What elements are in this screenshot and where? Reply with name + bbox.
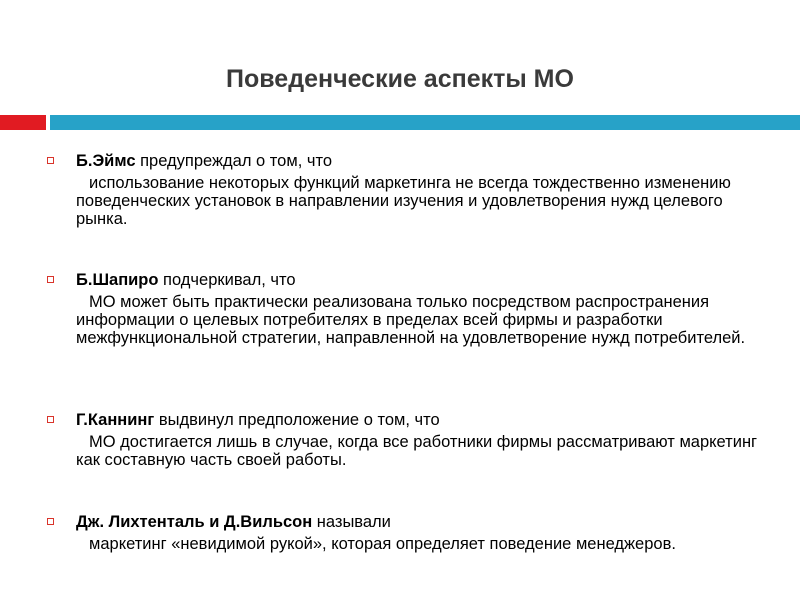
item-body: использование некоторых функций маркетинга не всегда тождественно изменению поведенческих установок в направлении изучения и удовлетворения нужд целевого рынка. <box>76 174 731 228</box>
title-accent-bar-red <box>0 115 46 130</box>
square-bullet-icon <box>47 416 54 423</box>
item-body: маркетинг «невидимой рукой», которая определяет поведение менеджеров. <box>89 535 676 553</box>
item-lead <box>76 513 391 531</box>
item-author: Б.Эймс <box>76 152 136 170</box>
square-bullet-icon <box>47 518 54 525</box>
item-lead <box>76 152 332 170</box>
item-body: МО может быть практически реализована только посредством распространения информации о целевых потребителях в пределах всей фирмы и разработки межфункциональной стратегии, направленной на удовлетворение нужд потребителей. <box>76 293 746 347</box>
square-bullet-icon <box>47 157 54 164</box>
item-lead-text: выдвинул предположение о том, что <box>154 411 440 429</box>
item-lead <box>76 411 440 429</box>
item-author: Г.Каннинг <box>76 411 155 429</box>
item-lead-text: называли <box>312 513 391 531</box>
item-body: МО достигается лишь в случае, когда все работники фирмы рассматривают маркетинг как составную часть своей работы. <box>76 433 758 469</box>
item-lead <box>76 271 296 289</box>
item-lead-text: предупреждал о том, что <box>135 152 333 170</box>
item-author: Б.Шапиро <box>76 271 159 289</box>
title-accent-bar-blue <box>50 115 800 130</box>
square-bullet-icon <box>47 276 54 283</box>
slide-title: Поведенческие аспекты МО <box>226 65 574 93</box>
item-author: Дж. Лихтенталь и Д.Вильсон <box>76 513 313 531</box>
item-lead-text: подчеркивал, что <box>158 271 296 289</box>
